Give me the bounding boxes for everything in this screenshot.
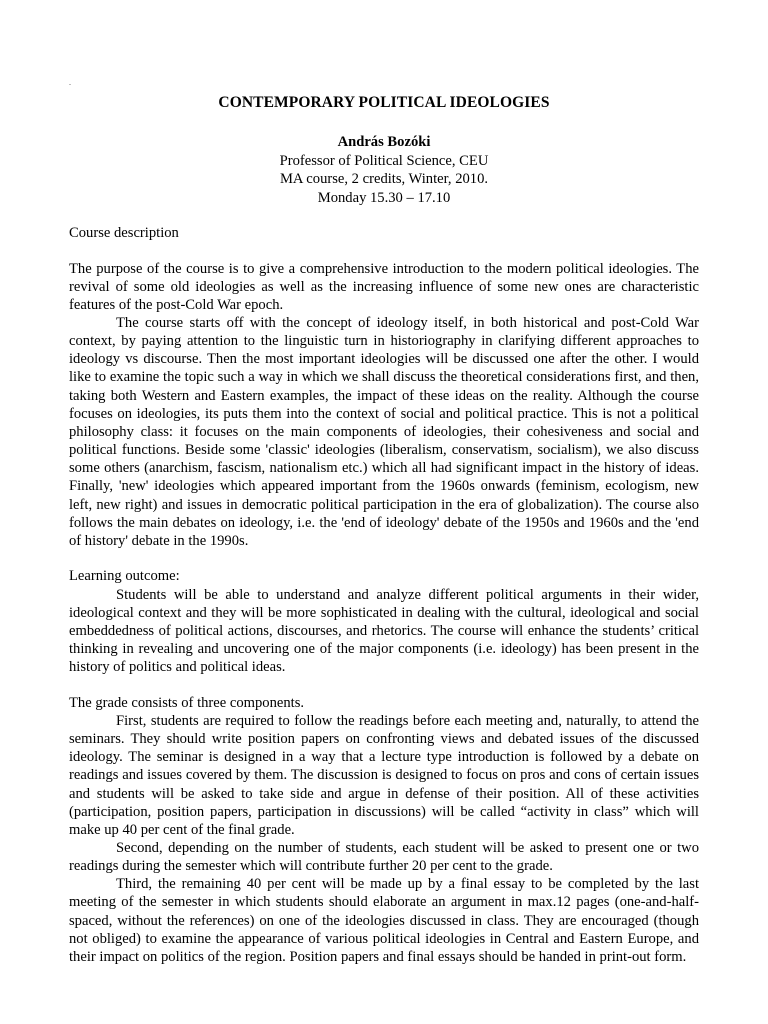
document-body — [69, 224, 699, 966]
author-block — [69, 133, 699, 207]
course-description-paragraph-2: The course starts off with the concept of ideology itself, in both historical and post-Cold War context, by paying attention to the linguistic turn in historiography in clarifying different approaches to ideology vs discourse. Then the most important ideologies will be discussed one after the other. I would like to examine the topic such a way in which we shall discuss the theoretical considerations first, and then, taking both Western and Eastern examples, the impact of these ideas on the reality. Although the course focuses on ideologies, its puts them into the context of social and political practice. This is not a political philosophy class: it focuses on the main components of ideologies, their cohesiveness and social and political functions. Beside some 'classic' ideologies (liberalism, conservatism, socialism), we also discuss some others (anarchism, fascism, nationalism etc.) which all had significant impact in the history of ideas. Finally, 'new' ideologies which appeared important from the 1960s onwards (feminism, ecologism, new left, new right) and issues in democratic political participation in the era of globalization). The course also follows the main debates on ideology, i.e. the 'end of ideology' debate of the 1950s and 1960s and the 'end of history' debate in the 1990s. — [69, 315, 699, 549]
document-title: CONTEMPORARY POLITICAL IDEOLOGIES — [218, 94, 550, 111]
author-position: Professor of Political Science, CEU — [279, 152, 489, 169]
course-info: MA course, 2 credits, Winter, 2010. — [279, 171, 489, 188]
stray-mark: . — [69, 78, 71, 87]
grading-heading: The grade consists of three components. — [69, 694, 305, 711]
grading-paragraph-3: Third, the remaining 40 per cent will be made up by a final essay to be completed by the last meeting of the semester in which students should elaborate an argument in max.12 pages (one-and-half-spaced, without the references) on one of the ideologies discussed in class. They are encouraged (though not obliged) to examine the appearance of various political ideologies in Central and Eastern Europe, and their impact on politics of the region. Position papers and final essays should be handed in print-out form. — [69, 876, 699, 965]
grading-paragraph-1: First, students are required to follow the readings before each meeting and, naturally, to attend the seminars. They should write position papers on confronting views and debated issues of the discussed ideology. The seminar is designed in a way that a lecture type introduction is followed by a debate on readings and issues covered by them. The discussion is designed to focus on pros and cons of certain issues and students will be asked to take side and argue in defense of their position. All of these activities (participation, position papers, participation in discussions) will be called “activity in class” which will make up 40 per cent of the final grade. — [69, 712, 699, 838]
grading-paragraph-2: Second, depending on the number of students, each student will be asked to present one or two readings during the semester which will contribute further 20 per cent to the grade. — [69, 840, 699, 875]
author-name: András Bozóki — [337, 134, 431, 150]
course-schedule: Monday 15.30 – 17.10 — [317, 189, 451, 206]
learning-outcome-heading: Learning outcome: — [69, 568, 180, 585]
course-description-heading: Course description — [69, 225, 179, 241]
course-description-paragraph-1: The purpose of the course is to give a comprehensive introduction to the modern political ideologies. The revival of some old ideologies as well as the increasing influence of some new ones are characteristic features of the post-Cold War epoch. — [69, 260, 699, 313]
learning-outcome-paragraph: Students will be able to understand and analyze different political arguments in their wider, ideological context and they will be more sophisticated in dealing with the cultural, ideological and social embeddedness of political actions, discourses, and rhetorics. The course will enhance the students’ critical thinking in revealing and uncovering one of the major components (i.e. ideology) has been present in the history of politics and political ideas. — [69, 586, 699, 676]
